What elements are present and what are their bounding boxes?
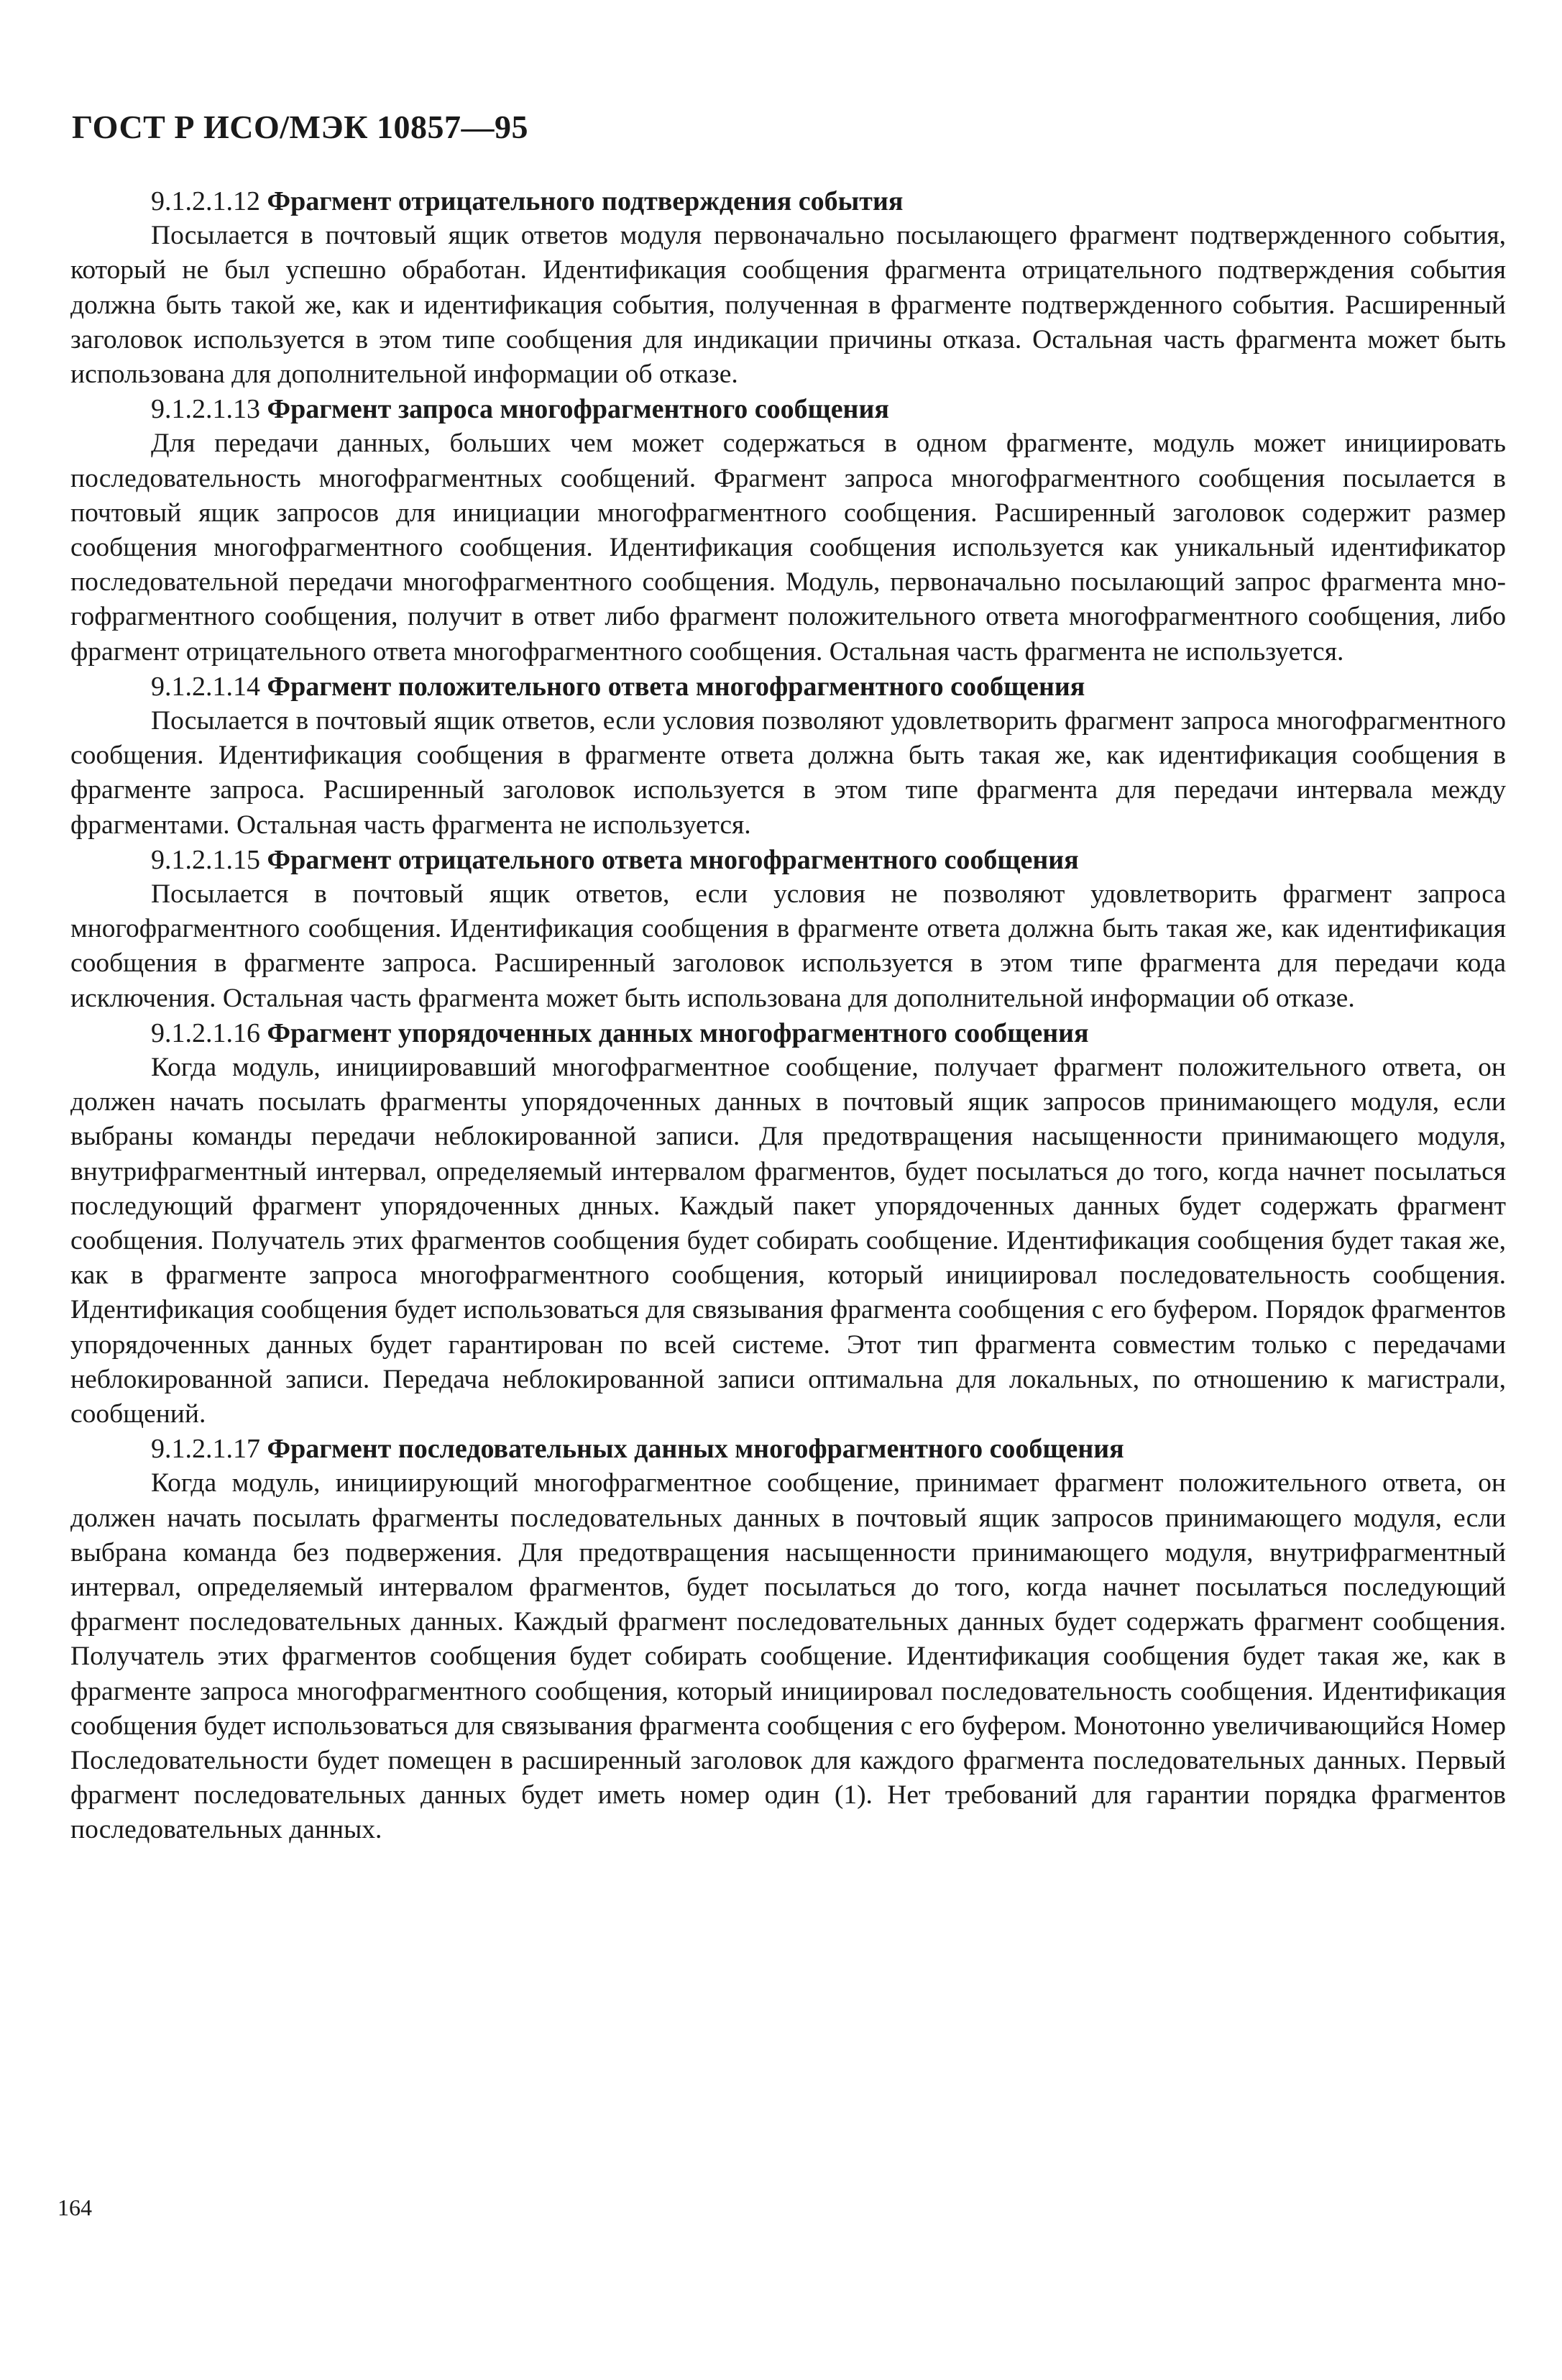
section-heading [70,184,1506,219]
section-heading [70,1432,1506,1466]
section-number: 9.1.2.1.16 [151,1017,260,1048]
section-paragraph: Посылается в почтовый ящик ответов модуля первоначально посылающего фрагмент подтвержденного события, который не был успешно обработан. Идентификация сообщения фрагмента отрицательного подтверждения события должна быть такой же, как и идентификация события, полученная в фрагменте подтвержденного события. Расширенный заголовок используется в этом типе сообщения для индикации причины отказа. Остальная часть фрагмента может быть использована для дополнительной информации об отказе. [70,221,1506,389]
page-number: 164 [58,2194,92,2220]
section-title: Фрагмент отрицательного ответа многофрагментного сообщения [267,844,1079,875]
section-heading [70,669,1506,704]
section-paragraph: Посылается в почтовый ящик ответов, если условия не позволяют удовлетворить фрагмент запроса многофрагментного сообщения. Идентификация сообщения в фрагменте ответа должна быть такая же, как идентификация сообщения в фрагменте запроса. Расширенный заголовок используется в этом типе фрагмента для передачи кода исключения. Остальная часть фрагмента может быть использована для дополнительной информации об отказе. [70,879,1506,1013]
section-heading [70,843,1506,877]
section-title: Фрагмент положительного ответа многофрагментного сообщения [267,671,1085,702]
section-number: 9.1.2.1.13 [151,394,260,425]
section-9-1-2-1-14 [70,669,1506,843]
section-number: 9.1.2.1.17 [151,1434,260,1465]
section-paragraph: Когда модуль, инициировавший многофрагментное сообщение, получает фрагмент положительного ответа, он должен начать посылать фрагменты упорядоченных данных в почтовый ящик запросов принимающего модуля, если выбраны команды передачи неблокированной записи. Для предотвращения насыщенности принимающего модуля, внутрифрагментный интервал, определяемый интервалом фрагментов, будет посылаться до того, когда начнет посылаться последующий фрагмент упорядоченных днных. Каждый пакет упорядоченных данных будет содержать фрагмент сообщения. Получатель этих фрагментов сообщения будет собирать сообщение. Идентификация сообщения будет такая же, как в фрагменте запроса многофрагментного сообщения, который инициировал последовательность сообщения. Идентификация сообщения будет использоваться для связывания фрагмента сообщения с его буфером. Порядок фрагментов упорядоченных данных будет гарантирован по всей системе. Этот тип фрагмента совместим только с передачами неблокированной записи. Передача неблокированной записи оптимальна для локальных, по отношению к магистрали, сообщений. [70,1053,1506,1429]
section-9-1-2-1-16 [70,1016,1506,1432]
section-paragraph: Для передачи данных, больших чем может содержаться в одном фрагменте, модуль может инициировать последовательность многофрагментных сообщений. Фрагмент запроса многофрагментного сообщения посылается в почтовый ящик запросов для инициации многофрагментного сообщения. Расширенный заголовок содержит размер сообщения многофрагментного сообщения. Идентификация сообщения используется как уникальный идентификатор последовательной передачи многофрагментного сообщения. Модуль, первоначально посылающий запрос фрагмента многофрагментного сообщения, получит в ответ либо фрагмент положительного ответа многофрагментного сообщения, либо фрагмент отрицательного ответа многофрагментного сообщения. Остальная часть фрагмента не используется. [70,429,1506,667]
section-paragraph: Посылается в почтовый ящик ответов, если условия позволяют удовлетворить фрагмент запроса многофрагментного сообщения. Идентификация сообщения в фрагменте ответа должна быть такая же, как идентификация сообщения в фрагменте запроса. Расширенный заголовок используется в этом типе фрагмента для передачи интервала между фрагментами. Остальная часть фрагмента не используется. [70,706,1506,840]
section-heading [70,1016,1506,1051]
document-body [70,184,1506,1848]
section-number: 9.1.2.1.14 [151,671,260,702]
section-number: 9.1.2.1.15 [151,844,260,875]
section-title: Фрагмент упорядоченных данных многофрагментного сообщения [267,1017,1089,1048]
section-9-1-2-1-15 [70,843,1506,1016]
section-9-1-2-1-12 [70,184,1506,392]
section-heading [70,392,1506,426]
section-title: Фрагмент отрицательного подтверждения события [267,186,904,216]
section-title: Фрагмент последовательных данных многофрагментного сообщения [267,1434,1124,1465]
section-9-1-2-1-17 [70,1432,1506,1847]
section-9-1-2-1-13 [70,392,1506,669]
section-title: Фрагмент запроса многофрагментного сообщения [267,394,889,425]
section-number: 9.1.2.1.12 [151,186,260,216]
section-paragraph: Когда модуль, инициирующий многофрагментное сообщение, принимает фрагмент положительного ответа, он должен начать посылать фрагменты последовательных данных в почтовый ящик запросов принимающего модуля, если выбрана команда без подвержения. Для предотвращения насыщенности принимающего модуля, внутрифрагментный интервал, определяемый интервалом фрагментов, будет посылаться до того, когда начнет посылаться последующий фрагмент последовательных данных. Каждый фрагмент последовательных данных будет содержать фрагмент сообщения. Получатель этих фрагментов сообщения будет собирать сообщение. Идентификация сообщения будет такая же, как в фрагменте запроса многофрагментного сообщения, который инициировал последовательность сообщения. Идентификация сообщения будет использоваться для связывания фрагмента сообщения с его буфером. Монотонно увеличивающийся Номер Последовательности будет помещен в расширенный заголовок для каждого фрагмента последовательных данных. Первый фрагмент последовательных данных будет иметь номер один (1). Нет требований для гарантии порядка фрагментов последовательных данных. [70,1468,1506,1845]
document-header: ГОСТ Р ИСО/МЭК 10857—95 [72,109,528,145]
